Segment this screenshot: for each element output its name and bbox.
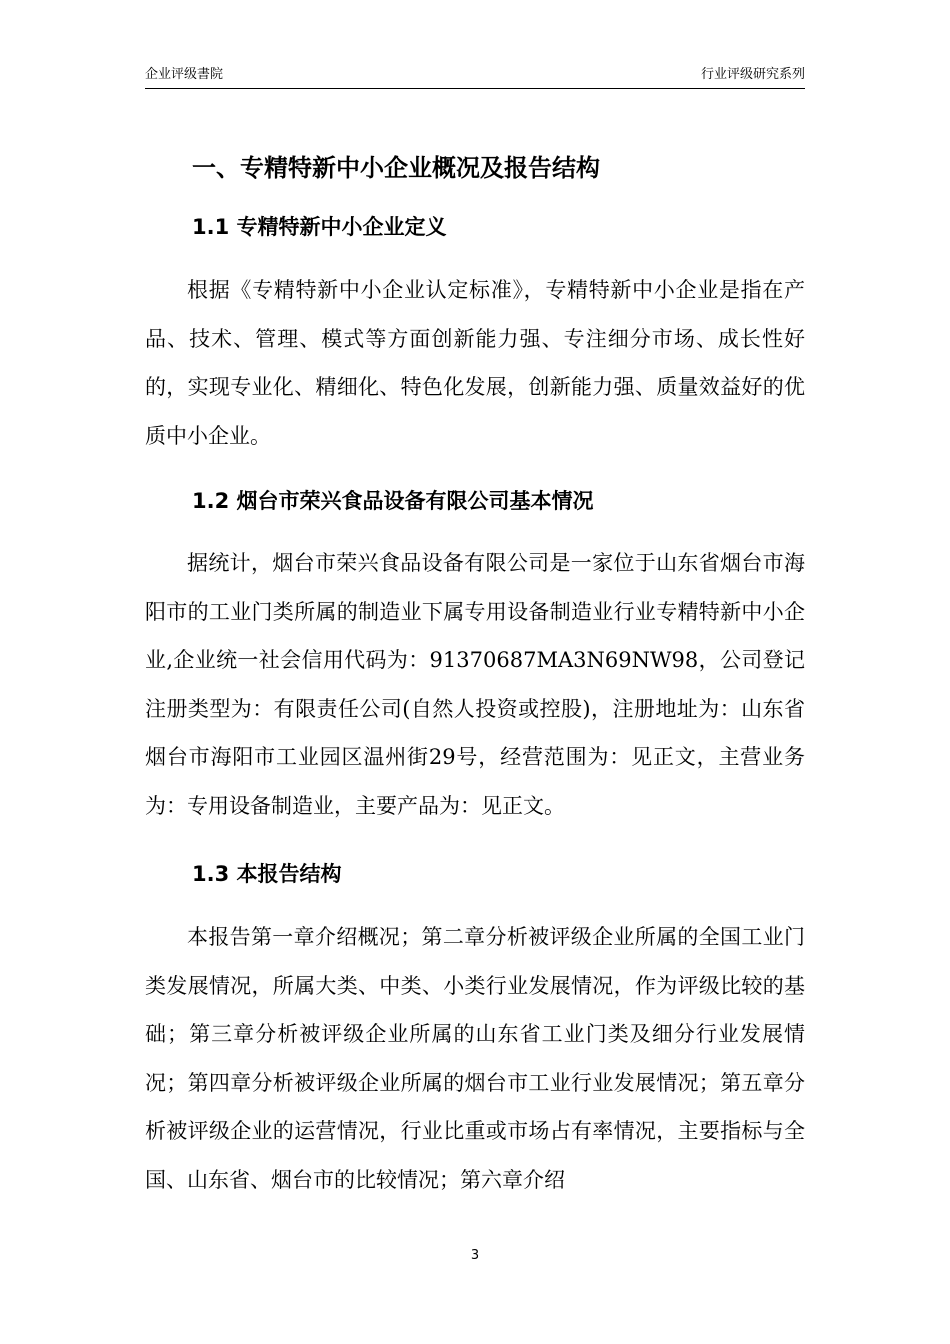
- page-header: [145, 66, 805, 88]
- section-heading-1-3: 1.3 本报告结构: [192, 862, 342, 886]
- chapter-title: 一、专精特新中小企业概况及报告结构: [192, 154, 600, 182]
- header-divider: [145, 88, 805, 89]
- header-right-text: 行业评级研究系列: [700, 67, 805, 82]
- section-heading-1-1: 1.1 专精特新中小企业定义: [192, 215, 447, 239]
- section-paragraph-1-2: 据统计，烟台市荣兴食品设备有限公司是一家位于山东省烟台市海阳市的工业门类所属的制造业下属专用设备制造业行业专精特新中小企业,企业统一社会信用代码为：91370687MA3N69NW98，公司登记注册类型为：有限责任公司(自然人投资或控股)，注册地址为：山东省烟台市海阳市工业园区温州街29号，经营范围为：见正文，主营业务为：专用设备制造业，主要产品为：见正文。: [145, 551, 805, 818]
- section-paragraph-1-3: 本报告第一章介绍概况；第二章分析被评级企业所属的全国工业门类发展情况，所属大类、中类、小类行业发展情况，作为评级比较的基础；第三章分析被评级企业所属的山东省工业门类及细分行业发展情况；第四章分析被评级企业所属的烟台市工业行业发展情况；第五章分析被评级企业的运营情况，行业比重或市场占有率情况，主要指标与全国、山东省、烟台市的比较情况；第六章介绍: [145, 925, 805, 1192]
- section-heading-1-2: 1.2 烟台市荣兴食品设备有限公司基本情况: [192, 489, 594, 513]
- page-number: 3: [470, 1248, 480, 1263]
- header-left-text: 企业评级書院: [145, 67, 224, 82]
- section-paragraph-1-1: 根据《专精特新中小企业认定标准》，专精特新中小企业是指在产品、技术、管理、模式等方面创新能力强、专注细分市场、成长性好的，实现专业化、精细化、特色化发展，创新能力强、质量效益好的优质中小企业。: [145, 278, 805, 448]
